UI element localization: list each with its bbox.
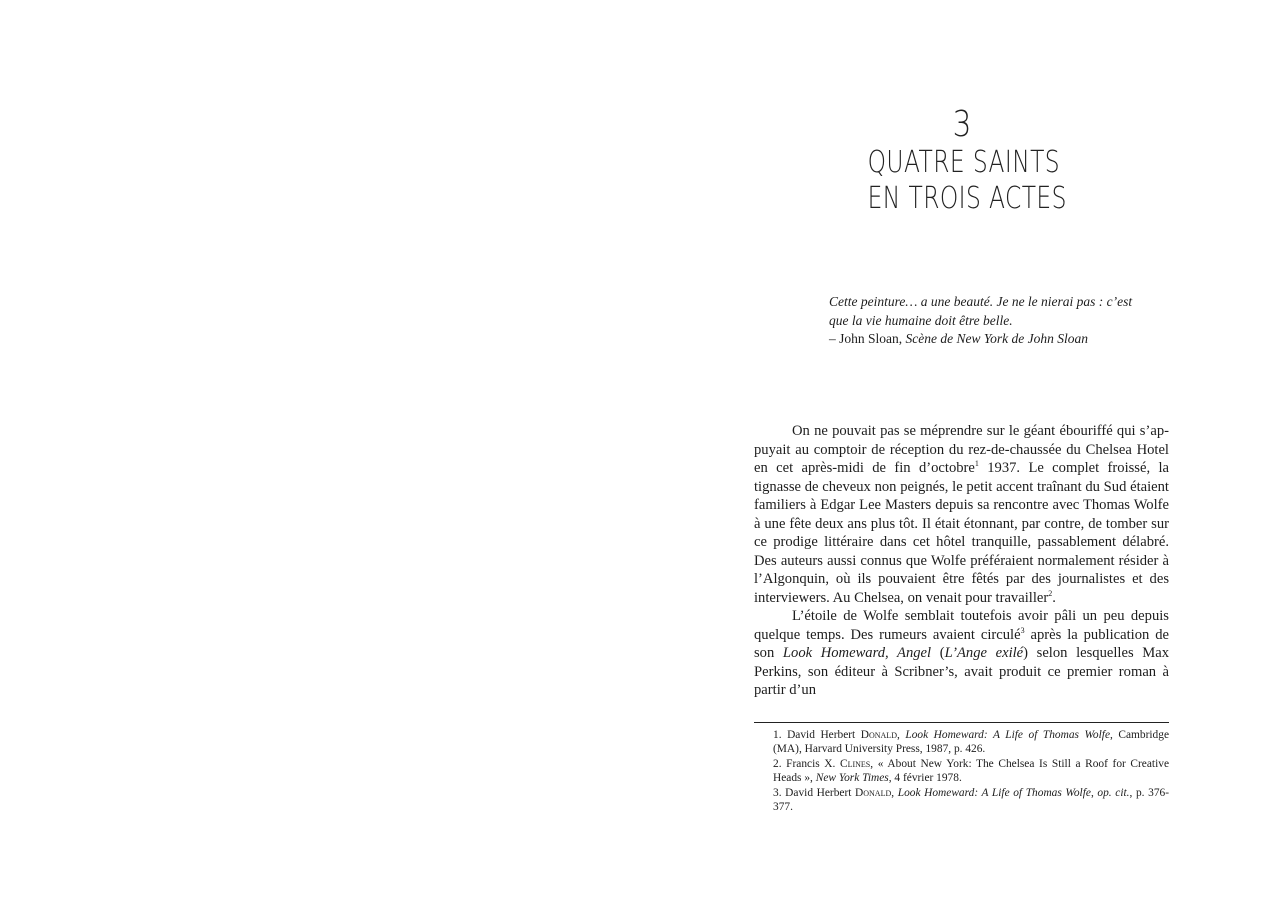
footnote-article-title: « About New York: The Chelsea Is Still a Roof for Creative Heads », <box>773 757 1169 785</box>
epigraph <box>829 293 1139 349</box>
footnote-op-cit: op. cit. <box>1097 786 1130 799</box>
chapter-number: 3 <box>952 104 972 145</box>
paragraph-1-text-b: 1937. Le complet froissé, la tignasse de cheveux non peignés, le petit accent traînant du Sud étaient familiers à Edgar Lee Masters depuis sa rencontre avec Thomas Wolfe à une fête deux ans plus tôt. Il était étonnant, par contre, de tomber sur ce prodige littéraire dans cet hôtel tranquille, passablement délabré. Des auteurs aussi connus que Wolfe préféraient normalement résider à l’Algonquin, où ils pouvaient être fêtés par des journalistes et des interviewers. Au Chelsea, on venait pour travailler <box>754 460 1169 606</box>
footnote-title: Look Homeward: A Life of Thomas Wolfe <box>897 786 1091 799</box>
epigraph-author: – John Sloan, <box>829 331 906 346</box>
footnote-number: 3. <box>773 786 786 799</box>
epigraph-source-title: Scène de New York de John Sloan <box>905 331 1088 346</box>
paragraph-2-text-b: après la publication de son <box>754 626 1169 661</box>
epigraph-quote-line-2: que la vie humaine doit être belle. <box>829 312 1013 328</box>
footnote-number: 1. <box>773 729 788 741</box>
footnote-author-last: Donald <box>855 786 892 799</box>
paragraph-2-text-d: ) selon lesquelles Max Perkins, son éditeur à Scribner’s, avait produit ce premier roman à partir d’un <box>754 645 1169 698</box>
footnote-details: , Cambridge (MA), Harvard University Press, 1987, p. 426. <box>773 729 1169 756</box>
footnote-3 <box>773 786 1169 815</box>
footnote-divider <box>754 722 1169 723</box>
paragraph-2 <box>754 607 1169 700</box>
footnote-separator: , <box>891 786 898 799</box>
footnote-author-last: Clines <box>840 757 871 770</box>
footnote-ref-1: 1 <box>974 459 979 468</box>
footnote-details: , 4 février 1978. <box>888 772 962 785</box>
footnote-author-first: David Herbert <box>787 729 861 741</box>
footnote-title: Look Homeward: A Life of Thomas Wolfe <box>905 729 1111 741</box>
paragraph-1 <box>754 422 1169 607</box>
chapter-heading <box>841 105 1083 217</box>
footnote-separator-2: , <box>1090 786 1098 799</box>
footnote-title: New York Times <box>815 772 889 785</box>
footnote-details: , p. 376-377. <box>773 786 1170 814</box>
book-title-look-homeward: Look Homeward, Angel <box>782 645 932 661</box>
footnote-1 <box>773 728 1169 757</box>
footnote-author-first: David Herbert <box>785 786 856 799</box>
chapter-title-line-2: EN TROIS ACTES <box>867 181 1067 216</box>
paragraph-1-text-c: . <box>1052 589 1056 606</box>
footnote-separator: , <box>870 757 878 770</box>
epigraph-quote-line-1: Cette peinture… a une beauté. Je ne le nierai pas : c’est <box>829 294 1133 309</box>
body-text <box>754 422 1169 700</box>
footnote-2 <box>773 757 1169 786</box>
footnote-author-first: Francis X. <box>786 757 840 770</box>
right-page <box>641 0 1282 904</box>
footnotes <box>773 728 1169 814</box>
book-title-ange-exile: L’Ange exilé <box>944 645 1024 661</box>
paragraph-2-text-c: ( <box>931 645 945 661</box>
footnote-ref-3: 3 <box>1020 625 1025 635</box>
epigraph-attribution <box>829 330 1139 349</box>
footnote-author-last: Donald <box>860 729 897 741</box>
footnote-number: 2. <box>773 757 787 770</box>
chapter-title-line-1: QUATRE SAINTS <box>867 145 1061 180</box>
footnote-separator: , <box>896 729 906 741</box>
paragraph-1-text-a: On ne pouvait pas se méprendre sur le géant ébouriffé qui s’appuyait au comptoir de réception du rez-de-chaussée du Chelsea Hotel en cet après-midi de fin d’octobre <box>754 423 1169 476</box>
paragraph-2-text-a: L’étoile de Wolfe semblait toutefois avoir pâli un peu depuis quelque temps. Des rumeurs avaient circulé <box>754 608 1169 643</box>
footnote-ref-2: 2 <box>1048 588 1053 598</box>
